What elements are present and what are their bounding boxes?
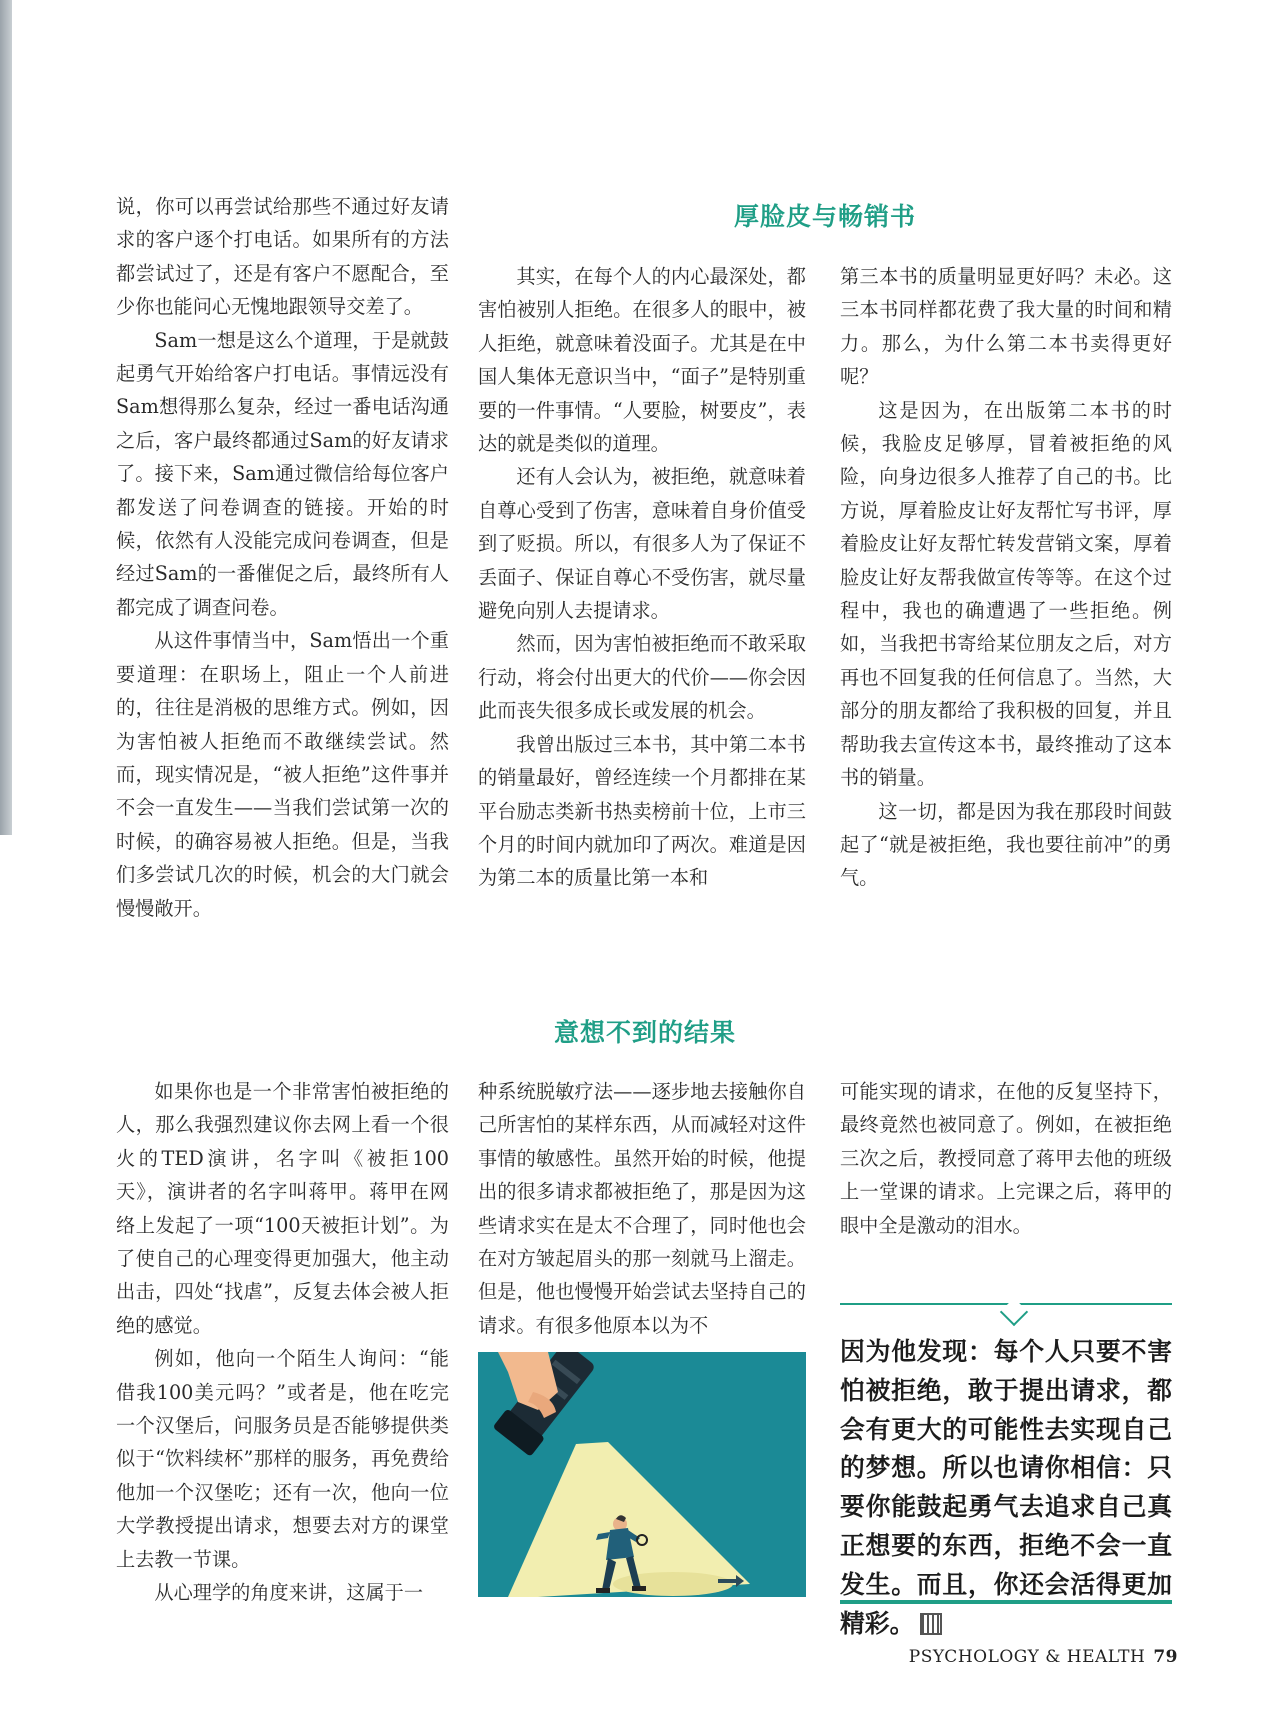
pull-quote-bottom-rule	[840, 1600, 1172, 1604]
paragraph: 说，你可以再尝试给那些不通过好友请求的客户逐个打电话。如果所有的方法都尝试过了，还是有客户不愿配合，至少你也能问心无愧地跟领导交差了。	[116, 195, 449, 319]
magazine-name: PSYCHOLOGY & HEALTH	[908, 1647, 1146, 1667]
column-1-bottom	[116, 1075, 449, 1610]
paragraph: 从这件事情当中，Sam悟出一个重要道理：在职场上，阻止一个人前进的，往往是消极的思维方式。例如，因为害怕被人拒绝而不敢继续尝试。然而，现实情况是，“被人拒绝”这件事并不会一直发生——当我们尝试第一次的时候，的确容易被人拒绝。但是，当我们多尝试几次的时候，机会的大门就会慢慢敞开。	[116, 629, 449, 920]
flashlight-illustration	[478, 1352, 806, 1597]
paragraph: 然而，因为害怕被拒绝而不敢采取行动，将会付出更大的代价——你会因此而丧失很多成长或发展的机会。	[478, 632, 806, 723]
column-2-bottom	[478, 1075, 806, 1342]
column-1-top	[116, 190, 449, 925]
paragraph: 这一切，都是因为我在那段时间鼓起了“就是被拒绝，我也要往前冲”的勇气。	[840, 799, 1172, 890]
page-number: 79	[1153, 1647, 1178, 1667]
paragraph: 其实，在每个人的内心最深处，都害怕被别人拒绝。在很多人的眼中，被人拒绝，就意味着没面子。尤其是在中国人集体无意识当中，“面子”是特别重要的一件事情。“人要脸，树要皮”，表达的就是类似的道理。	[478, 265, 806, 456]
page-edge-strip	[0, 0, 12, 835]
column-2-top	[478, 260, 806, 895]
paragraph: 种系统脱敏疗法——逐步地去接触你自己所害怕的某样东西，从而减轻对这件事情的敏感性。虽然开始的时候，他提出的很多请求都被拒绝了，那是因为这些请求实在是太不合理了，同时他也会在对方皱起眉头的那一刻就马上溜走。但是，他也慢慢开始尝试去坚持自己的请求。有很多他原本以为不	[478, 1080, 806, 1337]
pull-quote-text	[840, 1333, 1172, 1643]
flashlight-illustration-svg	[478, 1352, 806, 1597]
section-heading-2: 意想不到的结果	[553, 1018, 736, 1047]
end-mark-icon	[920, 1613, 942, 1635]
column-3-bottom	[840, 1075, 1172, 1242]
paragraph: 可能实现的请求，在他的反复坚持下，最终竟然也被同意了。例如，在被拒绝三次之后，教授同意了蒋甲去他的班级上一堂课的请求。上完课之后，蒋甲的眼中全是激动的泪水。	[840, 1080, 1172, 1237]
pull-quote-body: 因为他发现：每个人只要不害怕被拒绝，敢于提出请求，都会有更大的可能性去实现自己的梦想。所以也请你相信：只要你能鼓起勇气去追求自己真正想要的东西，拒绝不会一直发生。而且，你还会活得更加精彩。	[840, 1337, 1172, 1638]
page-footer	[909, 1647, 1178, 1667]
paragraph: 还有人会认为，被拒绝，就意味着自尊心受到了伤害，意味着自身价值受到了贬损。所以，有很多人为了保证不丢面子、保证自尊心不受伤害，就尽量避免向别人去提请求。	[478, 465, 806, 623]
paragraph: 第三本书的质量明显更好吗？未必。这三本书同样都花费了我大量的时间和精力。那么，为什么第二本书卖得更好呢？	[840, 265, 1172, 389]
paragraph: 我曾出版过三本书，其中第二本书的销量最好，曾经连续一个月都排在某平台励志类新书热卖榜前十位，上市三个月的时间内就加印了两次。难道是因为第二本的质量比第一本和	[478, 732, 806, 890]
paragraph: 例如，他向一个陌生人询问：“能借我100美元吗？”或者是，他在吃完一个汉堡后，问服务员是否能够提供类似于“饮料续杯”那样的服务，再免费给他加一个汉堡吃；还有一次，他向一位大学教授提出请求，想要去对方的课堂上去教一节课。	[116, 1347, 449, 1571]
section-heading-1: 厚脸皮与畅销书	[733, 202, 916, 231]
column-3-top	[840, 260, 1172, 895]
paragraph: Sam一想是这么个道理，于是就鼓起勇气开始给客户打电话。事情远没有Sam想得那么复杂，经过一番电话沟通之后，客户最终都通过Sam的好友请求了。接下来，Sam通过微信给每位客户都发送了问卷调查的链接。开始的时候，依然有人没能完成问卷调查，但是经过Sam的一番催促之后，最终所有人都完成了调查问卷。	[116, 328, 449, 619]
paragraph: 如果你也是一个非常害怕被拒绝的人，那么我强烈建议你去网上看一个很火的TED演讲，名字叫《被拒100天》，演讲者的名字叫蒋甲。蒋甲在网络上发起了一项“100天被拒计划”。为了使自己的心理变得更加强大，他主动出击，四处“找虐”，反复去体会被人拒绝的感觉。	[116, 1080, 449, 1337]
paragraph: 这是因为，在出版第二本书的时候，我脸皮足够厚，冒着被拒绝的风险，向身边很多人推荐了自己的书。比方说，厚着脸皮让好友帮忙写书评，厚着脸皮让好友帮忙转发营销文案，厚着脸皮让好友帮我做宣传等等。在这个过程中，我也的确遭遇了一些拒绝。例如，当我把书寄给某位朋友之后，对方再也不回复我的任何信息了。当然，大部分的朋友都给了我积极的回复，并且帮助我去宣传这本书，最终推动了这本书的销量。	[840, 398, 1172, 790]
paragraph: 从心理学的角度来讲，这属于一	[154, 1581, 424, 1605]
